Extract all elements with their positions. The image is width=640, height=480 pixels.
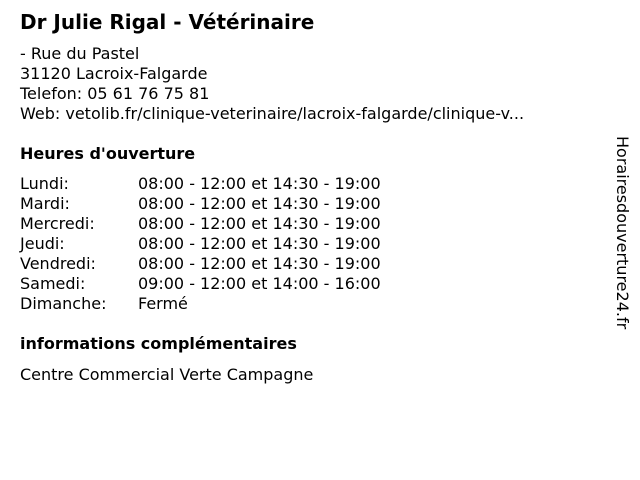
time-value: 08:00 - 12:00 et 14:30 - 19:00 [138,174,381,193]
time-value: 08:00 - 12:00 et 14:30 - 19:00 [138,234,381,253]
info-heading: informations complémentaires [20,334,297,353]
day-label: Vendredi: [20,254,96,273]
business-title: Dr Julie Rigal - Vétérinaire [20,10,315,34]
hours-table [20,174,381,314]
web-line: Web: vetolib.fr/clinique-veterinaire/lacroix-falgarde/clinique-v... [20,104,525,123]
info-text: Centre Commercial Verte Campagne [20,365,314,384]
hours-row [20,194,381,214]
city-line: 31120 Lacroix-Falgarde [20,64,208,83]
day-label: Jeudi: [20,234,65,253]
hours-heading: Heures d'ouverture [20,144,196,163]
day-label: Mardi: [20,194,70,213]
address-block [20,44,524,124]
time-value: Fermé [138,294,188,313]
site-watermark: Horairesdouverture24.fr [613,136,632,330]
hours-row [20,254,381,274]
time-value: 08:00 - 12:00 et 14:30 - 19:00 [138,194,381,213]
time-value: 09:00 - 12:00 et 14:00 - 16:00 [138,274,381,293]
day-label: Lundi: [20,174,69,193]
day-label: Dimanche: [20,294,107,313]
time-value: 08:00 - 12:00 et 14:30 - 19:00 [138,214,381,233]
hours-row [20,174,381,194]
hours-row [20,234,381,254]
hours-row [20,294,381,314]
day-label: Mercredi: [20,214,95,233]
phone-line: Telefon: 05 61 76 75 81 [20,84,210,103]
street-line: - Rue du Pastel [20,44,140,63]
hours-row [20,214,381,234]
day-label: Samedi: [20,274,86,293]
time-value: 08:00 - 12:00 et 14:30 - 19:00 [138,254,381,273]
hours-row [20,274,381,294]
